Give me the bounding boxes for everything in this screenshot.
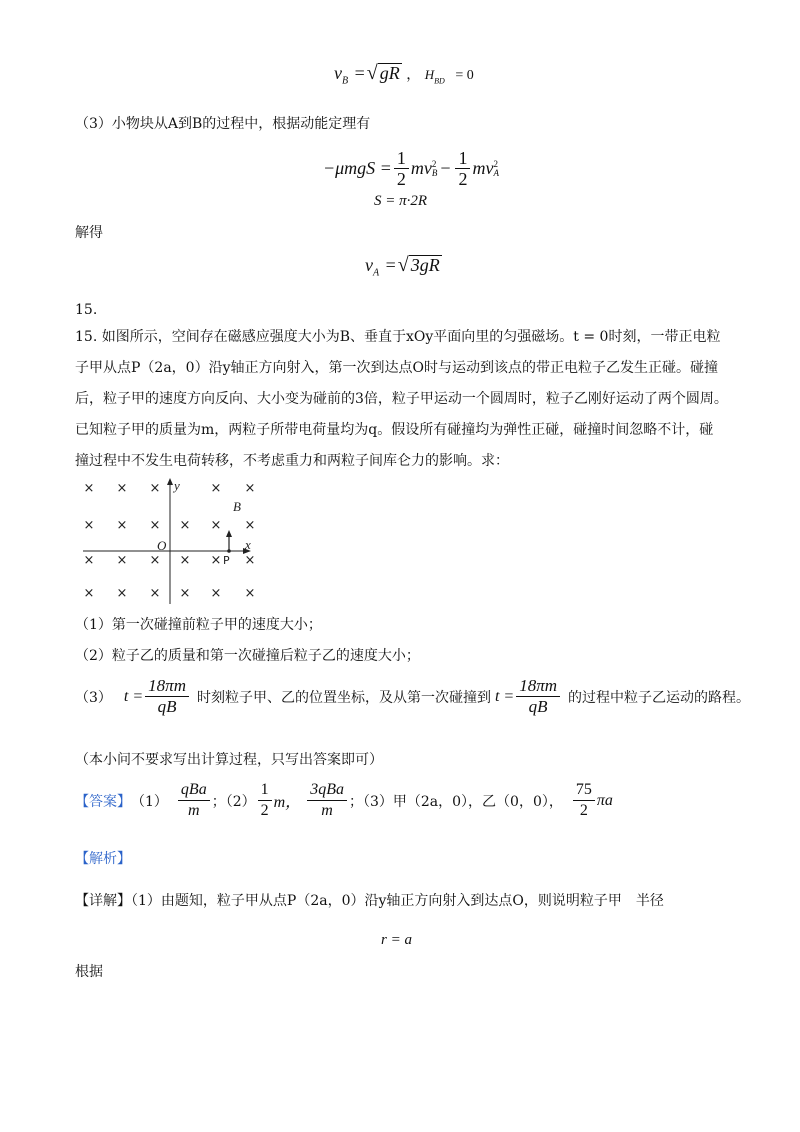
analysis-label: 【解析】 xyxy=(75,851,131,867)
problem-line-5: 撞过程中不发生电荷转移，不考虑重力和两粒子间库仑力的影响。求： xyxy=(75,453,509,469)
origin-label: O xyxy=(157,538,167,553)
field-mark: × xyxy=(149,518,161,533)
answer-part1: （1） xyxy=(131,793,168,810)
subquestion-1: （1）第一次碰撞前粒子甲的速度大小； xyxy=(75,617,322,633)
field-mark: × xyxy=(244,481,256,496)
field-mark: × xyxy=(210,481,222,496)
fraction-num-2: 1 xyxy=(455,148,470,169)
answer2-num: 1 xyxy=(258,780,272,801)
field-mark: × xyxy=(179,553,191,568)
va-equals: = xyxy=(385,255,396,275)
solve-label: 解得 xyxy=(75,225,103,241)
field-mark: × xyxy=(83,518,95,533)
field-label: B xyxy=(233,499,241,514)
energy-lhs: −μmgS = xyxy=(323,158,392,178)
field-mark: × xyxy=(210,518,222,533)
y-label: y xyxy=(174,478,180,493)
s-equation: S = π·2R xyxy=(374,193,428,209)
answer-part2: ；（2） xyxy=(211,793,256,810)
field-mark: × xyxy=(210,586,222,601)
answer2-tail: m， xyxy=(273,794,302,811)
mv-a: mv xyxy=(472,158,494,178)
height-value: = 0 xyxy=(455,68,474,83)
time-symbol-2: t = xyxy=(494,687,515,705)
va-equation: $v_A$ = √ 3gR xyxy=(365,254,440,279)
y-axis-arrow xyxy=(167,478,173,485)
field-mark: × xyxy=(244,586,256,601)
answer2b-num: 3qBa xyxy=(307,780,347,801)
sub3-tail: 的过程中粒子乙运动的路程。 xyxy=(568,689,751,706)
sub-a: A xyxy=(493,167,499,178)
field-diagram xyxy=(75,476,275,606)
field-mark: × xyxy=(83,481,95,496)
field-mark: × xyxy=(116,586,128,601)
final-word: 根据 xyxy=(75,964,103,980)
x-label: x xyxy=(245,537,251,552)
radius-equation: r = a xyxy=(381,932,412,948)
problem-line-2: 子甲从点P（2a，0）沿y轴正方向射入，第一次到达点O时与运动到该点的带正电粒子乙发生正碰。碰撞 xyxy=(75,360,718,376)
point-p xyxy=(227,549,231,553)
time-num: 18πm xyxy=(145,676,189,697)
answer1-den: m xyxy=(188,802,200,819)
time-den-2: qB xyxy=(528,697,548,716)
answer3-tail: πa xyxy=(596,791,613,809)
velocity-arrowhead xyxy=(226,530,232,537)
problem-line-1: 15. 如图所示，空间存在磁感应强度大小为B、垂直于xOy平面向里的匀强磁场。t = 0时刻，一带正电粒 xyxy=(75,329,721,345)
magnetic-field-figure xyxy=(75,476,275,606)
va-subscript: A xyxy=(373,267,380,279)
answer-label: 【答案】 xyxy=(75,793,131,810)
detail-label: 【详解】 xyxy=(75,893,131,909)
answer3-den: 2 xyxy=(579,802,588,819)
field-mark: × xyxy=(149,553,161,568)
minus-sign: − xyxy=(440,158,451,178)
field-mark: × xyxy=(116,518,128,533)
height-symbol: H xyxy=(424,67,435,82)
note-line xyxy=(75,750,383,770)
field-mark: × xyxy=(179,518,191,533)
square-exp: 2 xyxy=(431,158,437,169)
field-mark: × xyxy=(244,518,256,533)
velocity-subscript: B xyxy=(342,75,349,87)
fraction-den: 2 xyxy=(396,169,406,189)
answer-part3: ；（3）甲（2a，0），乙（0，0）， xyxy=(348,793,563,810)
sub-b: B xyxy=(431,167,438,178)
field-mark: × xyxy=(210,553,222,568)
sqrt-gr: gR xyxy=(379,63,400,83)
fraction-num: 1 xyxy=(394,148,409,169)
field-mark: × xyxy=(116,481,128,496)
time-symbol: t = xyxy=(123,687,144,705)
energy-equation xyxy=(323,148,499,189)
detail-text: （1）由题知，粒子甲从点P（2a，0）沿y轴正方向射入到达点O，则说明粒子甲 半径 xyxy=(131,893,664,909)
mv-b: mv xyxy=(410,158,432,178)
field-mark: × xyxy=(179,586,191,601)
answer2-den: 2 xyxy=(260,802,269,819)
field-mark: × xyxy=(244,553,256,568)
height-subscript: BD xyxy=(434,76,445,86)
time-num-2: 18πm xyxy=(516,676,560,697)
field-mark: × xyxy=(149,586,161,601)
question-number: 15. xyxy=(75,302,98,318)
top-equation: $v_B$ = √ gR ， $H_{BD} = 0$ xyxy=(334,62,474,87)
field-mark: × xyxy=(83,586,95,601)
sub3-prefix: （3） xyxy=(75,689,112,706)
problem-line-4: 已知粒子甲的质量为m，两粒子所带电荷量均为q。假设所有碰撞均为弹性正碰，碰撞时间忽略不计，碰 xyxy=(75,422,714,438)
answer2b-den: m xyxy=(321,802,333,819)
subquestion-2: （2）粒子乙的质量和第一次碰撞后粒子乙的速度大小； xyxy=(75,648,420,664)
subquestion-3 xyxy=(75,676,750,717)
square-exp-2: 2 xyxy=(493,158,498,169)
va-symbol: v xyxy=(365,255,373,275)
problem-line-3: 后，粒子甲的速度方向反向、大小变为碰前的3倍，粒子甲运动一个圆周时，粒子乙刚好运动了两个圆周。 xyxy=(75,391,728,407)
answer-line xyxy=(75,780,613,821)
answer3-num: 75 xyxy=(573,780,595,801)
detail-line xyxy=(75,891,664,911)
field-mark: × xyxy=(116,553,128,568)
sub3-mid: 时刻粒子甲、乙的位置坐标，及从第一次碰撞到 xyxy=(196,689,491,706)
sqrt-3gr: 3gR xyxy=(410,255,440,275)
p-label: P xyxy=(223,554,230,567)
answer1-num: qBa xyxy=(178,780,210,801)
note-text: （本小问不要求写出计算过程，只写出答案即可） xyxy=(75,752,383,768)
velocity-symbol: v xyxy=(334,63,342,83)
field-mark: × xyxy=(149,481,161,496)
fraction-den-2: 2 xyxy=(458,169,468,189)
part3-intro: （3）小物块从A到B的过程中，根据动能定理有 xyxy=(75,116,371,132)
time-den: qB xyxy=(157,697,177,716)
field-mark: × xyxy=(83,553,95,568)
